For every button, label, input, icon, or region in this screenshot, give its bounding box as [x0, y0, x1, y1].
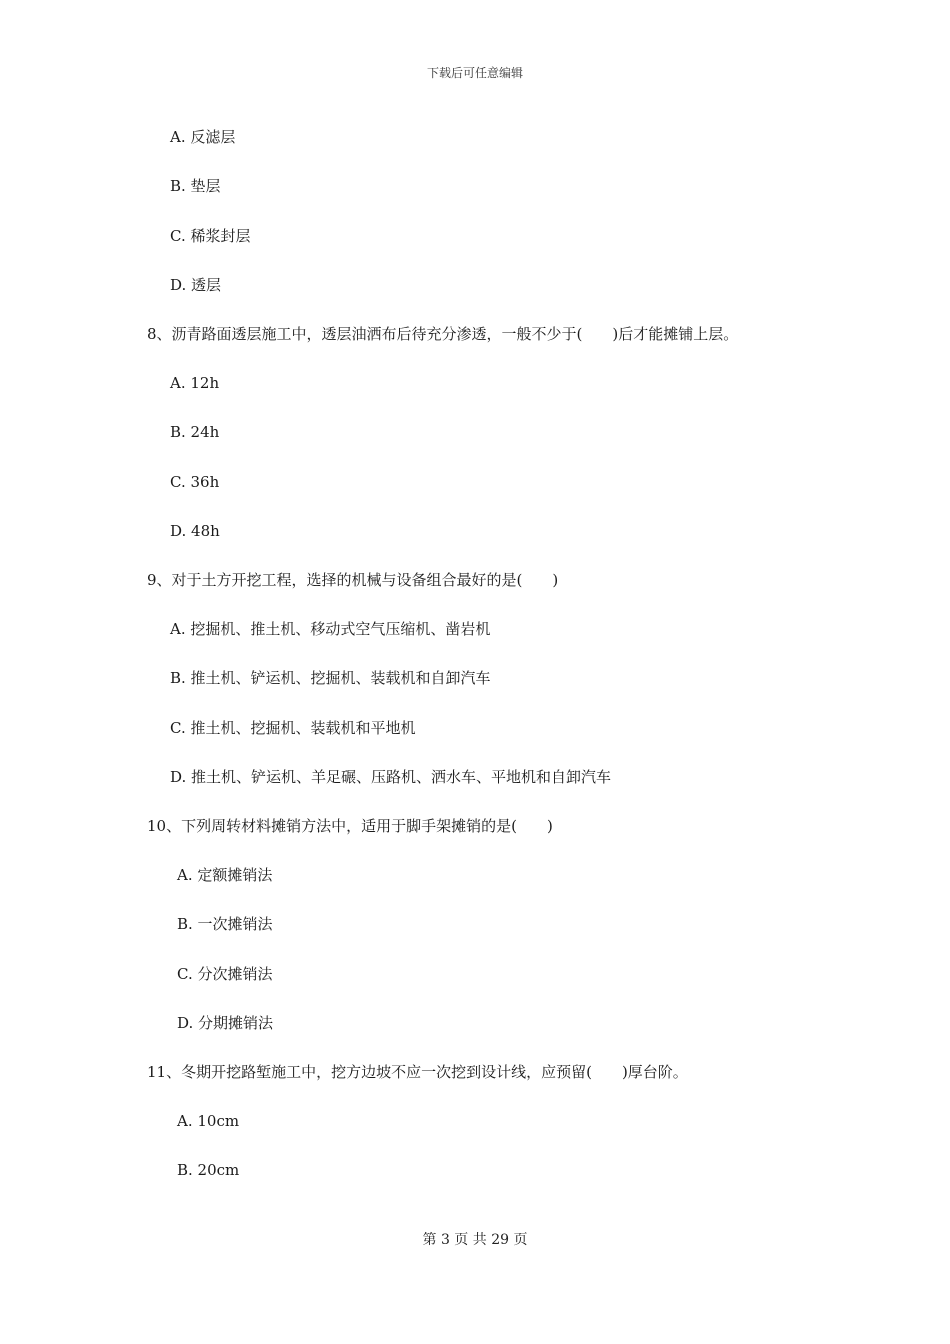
page-header: 下载后可任意编辑: [426, 66, 523, 80]
question-11: 11、冬期开挖路堑施工中，挖方边坡不应一次挖到设计线，应预留( )厚台阶。: [147, 1063, 688, 1081]
page-footer: 第 3 页 共 29 页: [422, 1232, 528, 1248]
q9-option-d: D. 推土机、铲运机、羊足碾、压路机、洒水车、平地机和自卸汽车: [170, 768, 612, 786]
q10-option-b: B. 一次摊销法: [177, 915, 273, 933]
question-8: 8、沥青路面透层施工中，透层油洒布后待充分渗透，一般不少于( )后才能摊铺上层。: [147, 325, 739, 343]
q11-option-a: A. 10cm: [177, 1112, 240, 1130]
q9-option-a: A. 挖掘机、推土机、移动式空气压缩机、凿岩机: [170, 620, 491, 638]
q8-option-a: A. 12h: [170, 374, 220, 392]
prev-option-c: C. 稀浆封层: [170, 227, 251, 245]
q9-option-b: B. 推土机、铲运机、挖掘机、装载机和自卸汽车: [170, 669, 491, 687]
prev-option-d: D. 透层: [170, 276, 222, 294]
q10-option-d: D. 分期摊销法: [177, 1014, 274, 1032]
q8-option-d: D. 48h: [170, 522, 220, 540]
q10-option-c: C. 分次摊销法: [177, 965, 273, 983]
question-10: 10、下列周转材料摊销方法中，适用于脚手架摊销的是( ): [147, 817, 553, 835]
q11-option-b: B. 20cm: [177, 1161, 240, 1179]
prev-option-a: A. 反滤层: [170, 128, 236, 146]
q9-option-c: C. 推土机、挖掘机、装载机和平地机: [170, 719, 416, 737]
prev-option-b: B. 垫层: [170, 177, 221, 195]
q8-option-b: B. 24h: [170, 423, 220, 441]
q10-option-a: A. 定额摊销法: [177, 866, 273, 884]
q8-option-c: C. 36h: [170, 473, 220, 491]
question-9: 9、对于土方开挖工程，选择的机械与设备组合最好的是( ): [147, 571, 559, 589]
